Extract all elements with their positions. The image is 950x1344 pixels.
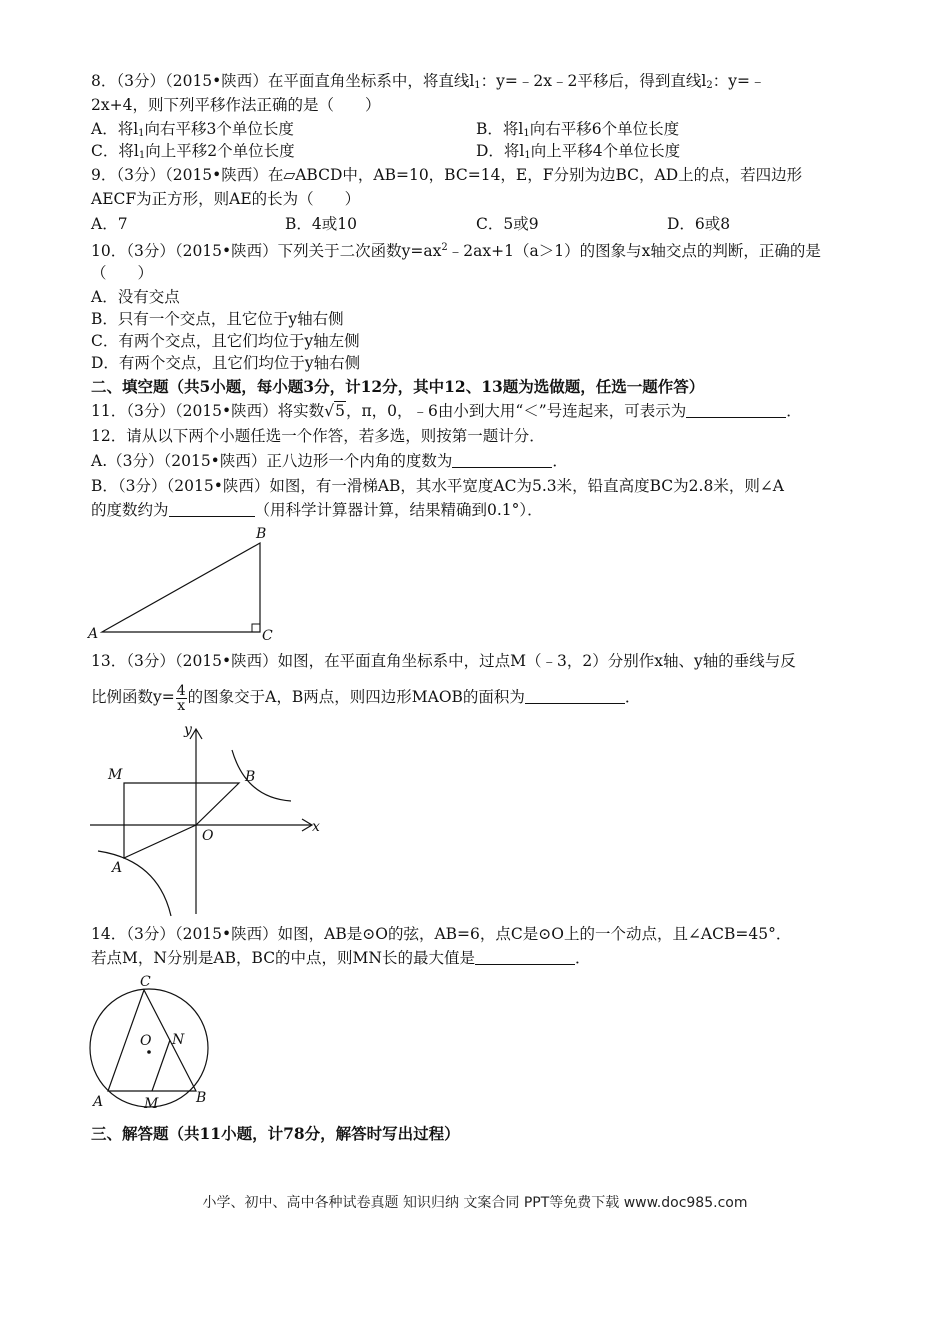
q8-option-d: D．将$l_1$向上平移4个单位长度: [476, 142, 681, 161]
label-c: C: [140, 974, 151, 990]
q9-line1: 9．（3分）（2015•陕西）在▱ABCD中，AB=10，BC=14，E，F分别为边BC，AD上的点，若四边形: [91, 166, 803, 184]
label-x: x: [312, 819, 320, 835]
q9-option-d: D．6或8: [667, 215, 731, 233]
right-angle-mark: [252, 624, 260, 632]
hyperbola-branch-upper: [232, 750, 291, 801]
q8-option-c: C．将$l_1$向上平移2个单位长度: [91, 142, 295, 161]
q12b-answer-blank: [169, 501, 255, 517]
label-o: O: [140, 1033, 152, 1049]
quadrilateral-maob: [124, 783, 239, 858]
label-b: B: [256, 526, 267, 542]
segment-mn: [152, 1040, 170, 1091]
circle-figure: [86, 972, 216, 1112]
label-b: B: [245, 769, 256, 785]
label-a: A: [88, 626, 99, 642]
q14-line2: 若点M，N分别是AB，BC的中点，则MN长的最大值是 ．: [91, 949, 591, 967]
q9-option-b: B．4或10: [285, 215, 357, 233]
q14-line1: 14．（3分）（2015•陕西）如图，AB是⊙O的弦，AB=6，点C是⊙O上的一个动点，且∠ACB=45°．: [91, 925, 792, 943]
q9-line2: AECF为正方形，则AE的长为（ ）: [91, 190, 361, 208]
label-o: O: [202, 828, 214, 844]
q10-option-d: D．有两个交点，且它们均位于y轴右侧: [91, 354, 361, 372]
q11-line: 11．（3分）（2015•陕西）将实数√5，π，0，﹣6由小到大用“＜”号连起来，可表示为 ．: [91, 402, 802, 420]
q13-answer-blank: [525, 688, 625, 704]
q10-option-b: B．只有一个交点，且它位于y轴右侧: [91, 310, 344, 328]
label-a: A: [93, 1094, 104, 1110]
q8-option-a: A．将$l_1$向右平移3个单位长度: [91, 120, 294, 139]
q8-line2: 2x+4，则下列平移作法正确的是（ ）: [91, 96, 381, 114]
q12-b-line2: 的度数约为 （用科学计算器计算，结果精确到0.1°）．: [91, 501, 543, 519]
q12-b-line1: B．（3分）（2015•陕西）如图，有一滑梯AB，其水平宽度AC为5.3米，铅直高度BC为2.8米，则∠A: [91, 477, 784, 495]
label-b: B: [196, 1090, 207, 1106]
hyperbola-branch-lower: [98, 851, 171, 916]
q9-option-a: A．7: [91, 215, 128, 233]
q8-option-b: B．将$l_1$向右平移6个单位长度: [476, 120, 680, 139]
label-m: M: [144, 1096, 159, 1112]
sqrt-symbol: √5: [324, 402, 345, 420]
q9-option-c: C．5或9: [476, 215, 539, 233]
q10-line2: （ ）: [91, 264, 154, 282]
page-footer: 小学、初中、高中各种试卷真题 知识归纳 文案合同 PPT等免费下载 www.doc985.com: [202, 1195, 748, 1211]
slide-triangle-figure: [86, 522, 286, 644]
coordinate-figure: [86, 718, 336, 918]
q10-option-c: C．有两个交点，且它们均位于y轴左侧: [91, 332, 360, 350]
label-y: y: [184, 722, 192, 738]
q13-line2: 比例函数y= $\frac{4}{x}$ 的图象交于A，B两点，则四边形MAOB的面积为 ．: [91, 682, 641, 714]
q12-line: 12．请从以下两个小题任选一个作答，若多选，则按第一题计分．: [91, 427, 545, 445]
label-a: A: [112, 860, 123, 876]
section-3-heading: 三、解答题（共11小题，计78分，解答时写出过程）: [91, 1124, 460, 1143]
label-c: C: [262, 628, 273, 644]
fraction-4-over-x: $\frac{4}{x}$: [176, 682, 186, 714]
section-2-heading: 二、填空题（共5小题，每小题3分，计12分，其中12、13题为选做题，任选一题作答）: [91, 377, 705, 396]
q12-a-line: A.（3分）（2015•陕西）正八边形一个内角的度数为 ．: [91, 452, 568, 470]
label-n: N: [172, 1032, 185, 1048]
q8-line1: 8．（3分）（2015•陕西）在平面直角坐标系中，将直线$l_1$：y=﹣2x﹣2平移后，得到直线$l_2$：y=﹣: [91, 72, 766, 91]
q11-answer-blank: [686, 402, 786, 418]
label-m: M: [108, 767, 123, 783]
triangle-abc: [102, 543, 260, 632]
center-dot: [147, 1050, 151, 1054]
q12a-answer-blank: [452, 452, 552, 468]
q10-option-a: A．没有交点: [91, 288, 180, 306]
q13-line1: 13．（3分）（2015•陕西）如图，在平面直角坐标系中，过点M（﹣3，2）分别作x轴、y轴的垂线与反: [91, 652, 796, 670]
q10-line1: 10．（3分）（2015•陕西）下列关于二次函数$y=ax^2﹣2ax+1(a>1)$的图象与x轴交点的判断，正确的是: [91, 242, 821, 260]
q14-answer-blank: [475, 949, 575, 965]
